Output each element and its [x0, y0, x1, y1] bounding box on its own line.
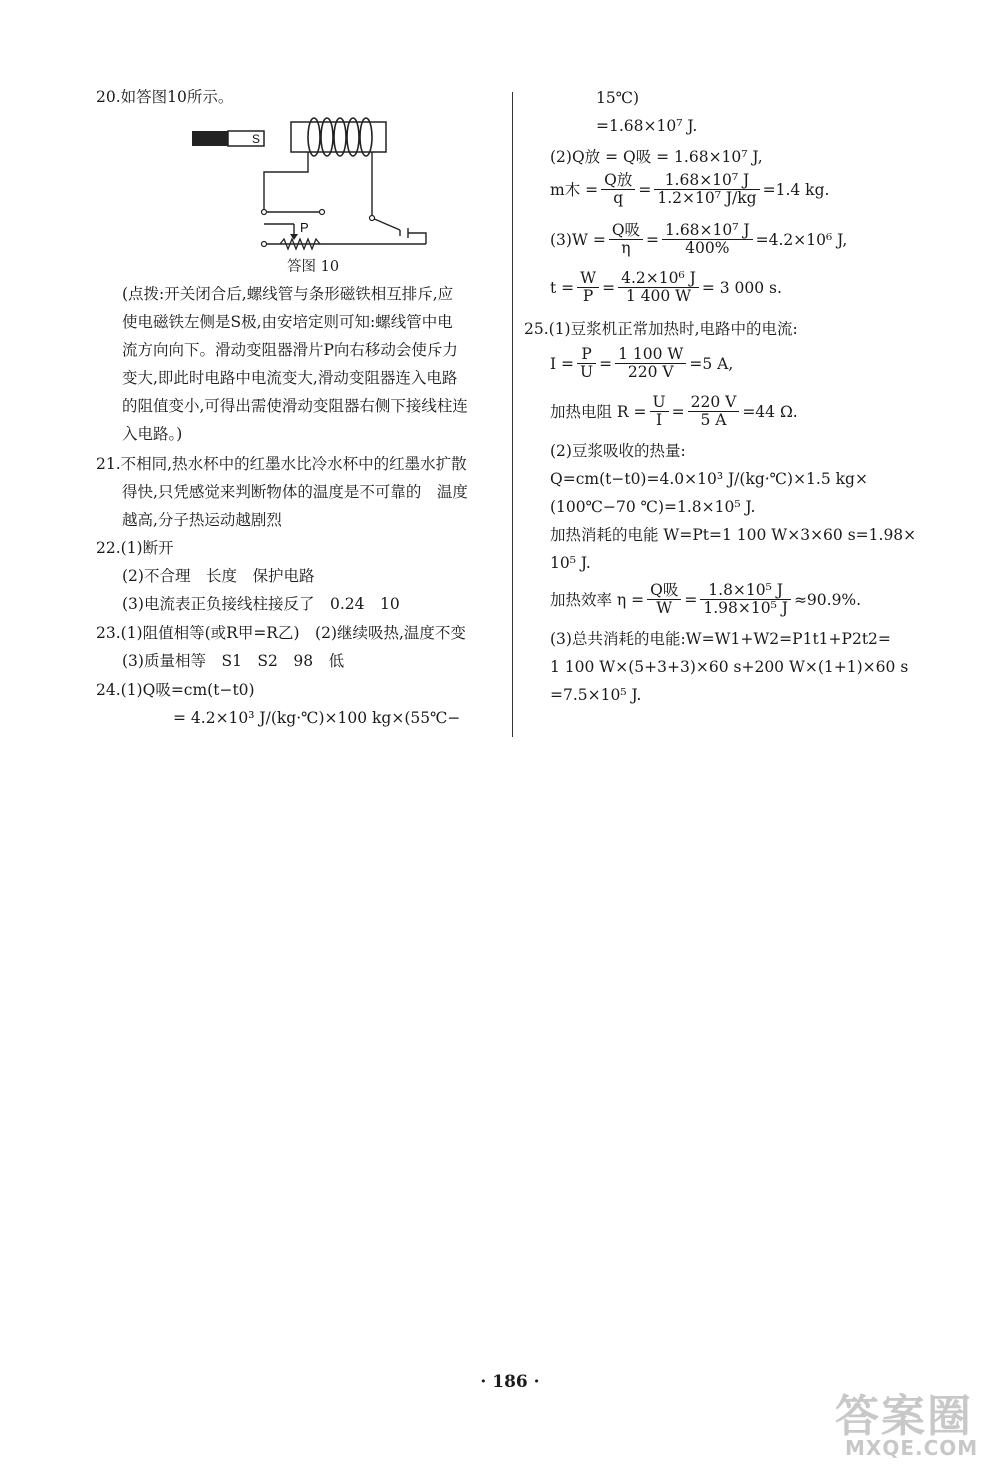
- equals: =: [602, 278, 616, 297]
- denominator: 220 V: [627, 363, 674, 381]
- fraction: [577, 270, 599, 305]
- slider-label: P: [300, 220, 309, 235]
- total-energy-2: 1 100 W×(5+3+3)×60 s+200 W×(1+1)×60 s: [550, 658, 909, 676]
- q24-cont-1: 15℃): [596, 89, 640, 107]
- figure-caption: 答图 10: [287, 259, 340, 275]
- equals: =: [684, 590, 698, 609]
- heat-equation-1: Q=cm(t−t0)=4.0×10³ J/(kg·℃)×1.5 kg×: [550, 470, 868, 488]
- q22-line-1: 22.(1)断开: [96, 539, 174, 557]
- equals: =: [646, 230, 660, 249]
- numerator: Q吸: [609, 222, 643, 240]
- energy-equation: [550, 222, 847, 257]
- equals: =: [599, 354, 613, 373]
- energy-consumed-2: 10⁵ J.: [550, 554, 591, 572]
- denominator: η: [621, 239, 631, 257]
- denominator: q: [613, 189, 624, 207]
- eq-result: = 3 000 s.: [701, 278, 782, 297]
- total-energy-3: =7.5×10⁵ J.: [550, 686, 642, 704]
- fraction: [700, 582, 791, 617]
- eq-result: =1.4 kg.: [762, 180, 830, 199]
- eq-lhs: t =: [550, 278, 575, 297]
- magnet-pole-label: S: [252, 132, 261, 146]
- q20-explanation-1: (点拨:开关闭合后,螺线管与条形磁铁相互排斥,应: [122, 285, 454, 303]
- denominator: 1.2×10⁷ J/kg: [657, 189, 757, 207]
- numerator: 1.8×10⁵ J: [700, 582, 791, 600]
- watermark-logo: [835, 1380, 995, 1468]
- q20-explanation-4: 变大,即此时电路中电流变大,滑动变阻器连入电路: [122, 369, 458, 387]
- eq-lhs: (3)W =: [550, 230, 606, 249]
- fraction: [577, 346, 596, 381]
- q20-explanation-2: 使电磁铁左侧是S极,由安培定则可知:螺线管中电: [122, 313, 453, 331]
- q20-title: 20.如答图10所示。: [96, 88, 234, 106]
- fraction: [650, 394, 669, 429]
- q24-line-1: 24.(1)Q吸=cm(t−t0): [96, 681, 255, 699]
- column-divider: [512, 92, 513, 737]
- time-equation: [550, 270, 782, 305]
- numerator: U: [650, 394, 669, 412]
- denominator: U: [580, 363, 594, 381]
- q25-part2-title: (2)豆浆吸收的热量:: [550, 442, 686, 460]
- eq-lhs: 加热效率 η =: [550, 590, 645, 609]
- q23-line-2: (3)质量相等 S1 S2 98 低: [122, 652, 345, 670]
- numerator: 1.68×10⁷ J: [654, 172, 759, 190]
- q21-line-3: 越高,分子热运动越剧烈: [122, 511, 282, 529]
- q25-title: 25.(1)豆浆机正常加热时,电路中的电流:: [524, 320, 798, 338]
- denominator: 1.98×10⁵ J: [703, 599, 788, 617]
- fraction: [688, 394, 740, 429]
- denominator: 400%: [685, 239, 730, 257]
- equals: =: [638, 180, 652, 199]
- q21-line-1: 21.不相同,热水杯中的红墨水比冷水杯中的红墨水扩散: [96, 455, 467, 473]
- eq-lhs: I =: [550, 354, 575, 373]
- numerator: 4.2×10⁶ J: [618, 270, 699, 288]
- fraction: [618, 270, 699, 305]
- q20-explanation-6: 入电路。): [122, 425, 183, 443]
- numerator: W: [577, 270, 599, 288]
- q24-part2: (2)Q放 = Q吸 = 1.68×10⁷ J,: [550, 148, 763, 166]
- denominator: 1 400 W: [625, 287, 692, 305]
- fraction: [662, 222, 753, 257]
- q22-line-3: (3)电流表正负接线柱接反了 0.24 10: [122, 595, 400, 613]
- watermark-bottom-text: MXQE.COM: [845, 1436, 979, 1460]
- eq-result: =44 Ω.: [742, 402, 798, 421]
- fraction: [647, 582, 681, 617]
- equals: =: [671, 402, 685, 421]
- fraction: [601, 172, 635, 207]
- efficiency-equation: [550, 582, 861, 617]
- numerator: 1 100 W: [615, 346, 686, 364]
- numerator: 220 V: [688, 394, 740, 412]
- numerator: P: [577, 346, 596, 364]
- denominator: 5 A: [700, 411, 727, 429]
- denominator: P: [582, 287, 594, 305]
- watermark-top-text: 答案圈: [835, 1391, 973, 1442]
- circuit-wires: [264, 152, 426, 244]
- q24-cont-2: =1.68×10⁷ J.: [596, 117, 698, 135]
- eq-lhs: m木 =: [550, 180, 599, 199]
- current-equation: [550, 346, 733, 381]
- q23-line-1: 23.(1)阻值相等(或R甲=R乙) (2)继续吸热,温度不变: [96, 624, 466, 642]
- energy-consumed-1: 加热消耗的电能 W=Pt=1 100 W×3×60 s=1.98×: [550, 526, 917, 544]
- q21-line-2: 得快,只凭感觉来判断物体的温度是不可靠的 温度: [122, 483, 468, 501]
- fraction: [609, 222, 643, 257]
- bar-magnet-dark: [192, 131, 228, 146]
- page-number: · 186 ·: [480, 1372, 540, 1392]
- eq-result: =5 A,: [689, 354, 734, 373]
- q22-line-2: (2)不合理 长度 保护电路: [122, 567, 315, 585]
- denominator: I: [655, 411, 663, 429]
- heat-equation-2: (100℃−70 ℃)=1.8×10⁵ J.: [550, 498, 756, 516]
- numerator: Q放: [601, 172, 635, 190]
- q20-explanation-3: 流方向向下。滑动变阻器滑片P向右移动会使斥力: [122, 341, 458, 359]
- q20-explanation-5: 的阻值变小,可得出需使滑动变阻器右侧下接线柱连: [122, 397, 468, 415]
- eq-lhs: 加热电阻 R =: [550, 402, 647, 421]
- circuit-diagram: [190, 112, 440, 254]
- fraction: [615, 346, 686, 381]
- total-energy-1: (3)总共消耗的电能:W=W1+W2=P1t1+P2t2=: [550, 630, 891, 648]
- numerator: 1.68×10⁷ J: [662, 222, 753, 240]
- eq-result: =4.2×10⁶ J,: [755, 230, 848, 249]
- wood-mass-equation: [550, 172, 829, 207]
- denominator: W: [656, 599, 673, 617]
- fraction: [654, 172, 759, 207]
- numerator: Q吸: [647, 582, 681, 600]
- q24-line-2: = 4.2×10³ J/(kg·℃)×100 kg×(55℃−: [173, 709, 461, 727]
- eq-result: ≈90.9%.: [793, 590, 862, 609]
- resistance-equation: [550, 394, 798, 429]
